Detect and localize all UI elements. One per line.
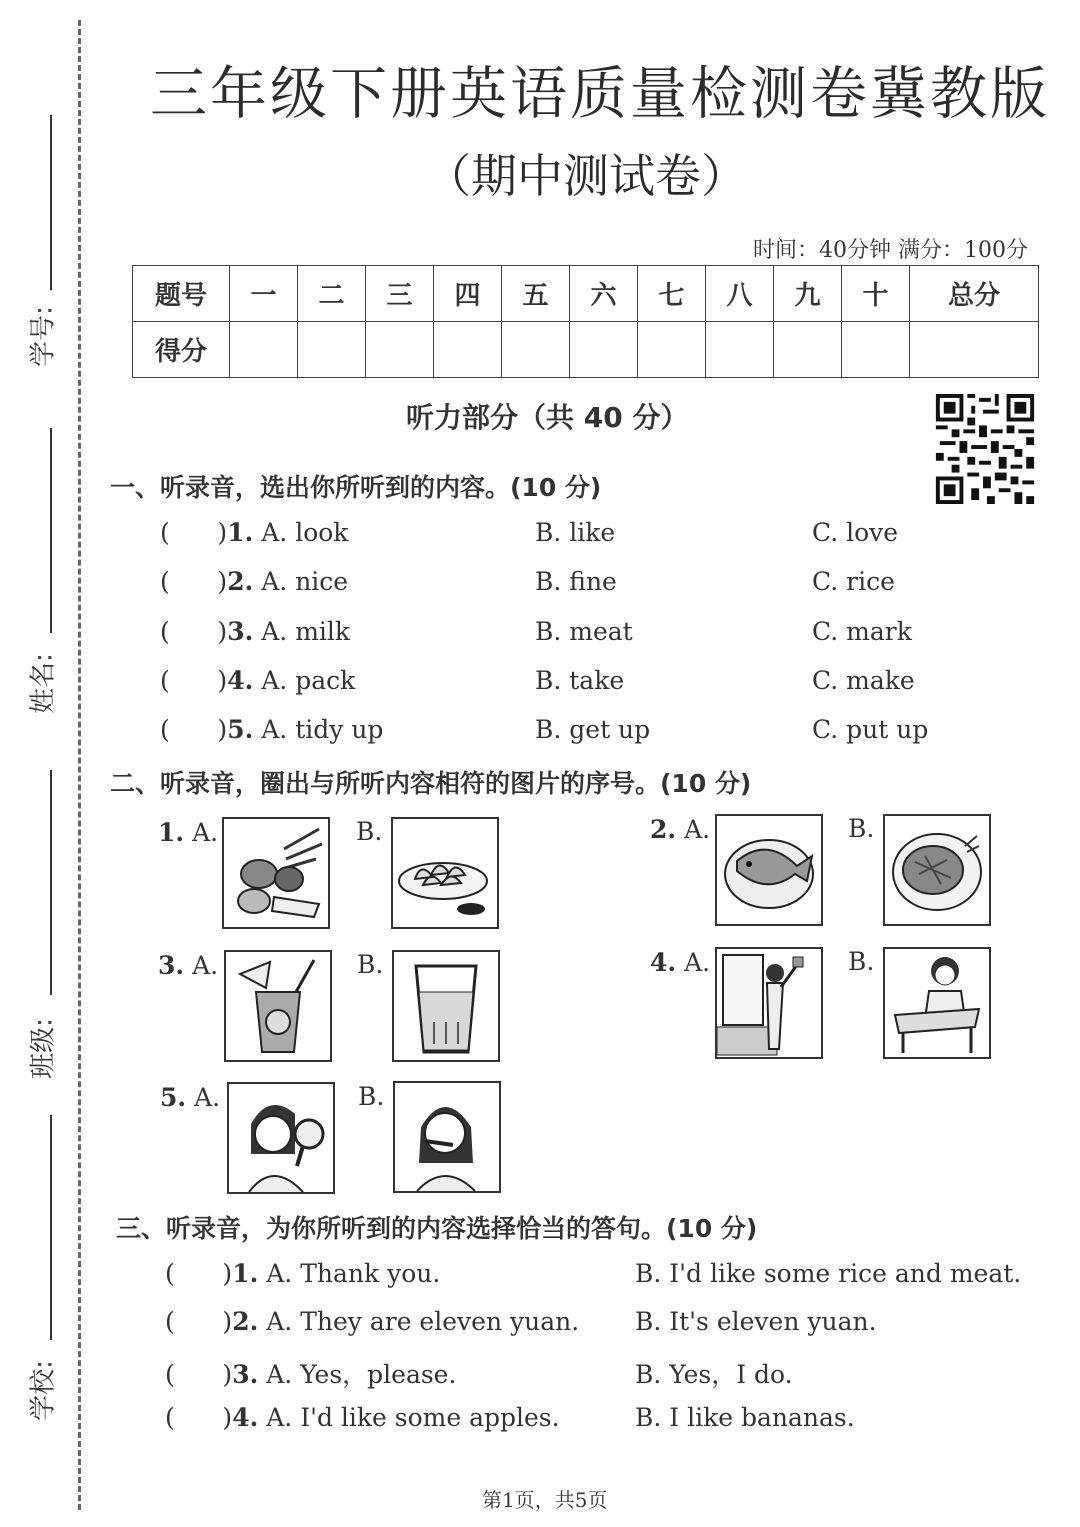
question-number: 3.: [232, 1360, 259, 1389]
answer-paren[interactable]: ( ): [160, 715, 228, 744]
page-footer: 第1页，共5页: [482, 1488, 608, 1512]
table-header-cell: 九: [774, 266, 842, 322]
table-header-cell: 六: [570, 266, 638, 322]
score-cell[interactable]: [842, 322, 910, 378]
table-header-cell: 题号: [133, 266, 230, 322]
option-c: C. mark: [812, 617, 912, 646]
option-a: A. look: [261, 518, 349, 547]
option-c: C. rice: [812, 567, 895, 596]
score-cell[interactable]: [298, 322, 366, 378]
option-a: A. pack: [261, 666, 356, 695]
question-number: 3.: [227, 617, 254, 646]
student-id-label: 学号:: [28, 306, 59, 367]
time-score-info: 时间：40分钟 满分：100分: [753, 238, 1028, 263]
score-cell[interactable]: [774, 322, 842, 378]
meat-plate-icon[interactable]: [883, 814, 991, 926]
question-number: 4.: [227, 666, 254, 695]
answer-paren[interactable]: ( ): [165, 1360, 233, 1389]
picture-item-1-b-label: B.: [356, 817, 383, 846]
picture-item-1-a-label: 1. A.: [158, 818, 219, 847]
school-underline[interactable]: [50, 1115, 52, 1340]
picture-item-2-a-label: 2. A.: [650, 815, 711, 844]
picture-item-2-b-label: B.: [848, 814, 875, 843]
section3-question-1: [165, 1259, 440, 1288]
question-number: 5.: [227, 715, 254, 744]
picture-item-3-a-label: 3. A.: [158, 951, 219, 980]
table-header-cell: 三: [366, 266, 434, 322]
score-table-header-row: [133, 266, 1039, 322]
answer-paren[interactable]: ( ): [160, 518, 228, 547]
section1-question-3: [160, 617, 350, 646]
score-table-score-row: [133, 322, 1039, 378]
option-c: C. put up: [812, 715, 929, 744]
section3-question-2: [165, 1307, 579, 1336]
option-a: A. Thank you.: [266, 1259, 441, 1288]
answer-paren[interactable]: ( ): [165, 1307, 233, 1336]
student-id-underline[interactable]: [50, 115, 52, 290]
score-cell[interactable]: [706, 322, 774, 378]
picture-item-4-a-label: 4. A.: [650, 948, 711, 977]
option-b: B. It's eleven yuan.: [635, 1307, 877, 1336]
binding-dashed-line: [78, 20, 81, 1510]
dumplings-icon[interactable]: [391, 817, 499, 929]
vegetables-icon[interactable]: [222, 817, 330, 929]
section3-question-4: [165, 1403, 560, 1432]
page-subtitle: （期中测试卷）: [425, 149, 747, 203]
option-b: B. get up: [535, 715, 651, 744]
qr-code-icon[interactable]: [935, 394, 1035, 504]
score-table: [132, 265, 1039, 378]
option-b: B. I like bananas.: [635, 1403, 855, 1432]
picture-item-5-a-label: 5. A.: [160, 1083, 221, 1112]
class-underline[interactable]: [50, 770, 52, 995]
section1-question-5: [160, 715, 383, 744]
class-label: 班级:: [28, 1018, 59, 1079]
table-header-cell: 十: [842, 266, 910, 322]
milk-glass-icon[interactable]: [392, 950, 500, 1062]
score-cell[interactable]: [910, 322, 1039, 378]
answer-paren[interactable]: ( ): [165, 1403, 233, 1432]
score-cell[interactable]: [570, 322, 638, 378]
girl-cleaning-window-icon[interactable]: [715, 947, 823, 1059]
question-number: 1.: [232, 1259, 259, 1288]
score-row-label: 得分: [133, 322, 230, 378]
picture-item-5-b-label: B.: [358, 1082, 385, 1111]
score-cell[interactable]: [230, 322, 298, 378]
question-number: 1.: [227, 518, 254, 547]
page-title: 三年级下册英语质量检测卷冀教版: [150, 61, 1050, 127]
listening-part-title: 听力部分（共 40 分）: [406, 401, 689, 434]
picture-item-4-b-label: B.: [848, 947, 875, 976]
option-b: B. meat: [535, 617, 633, 646]
name-underline[interactable]: [50, 428, 52, 633]
section1-question-1: [160, 518, 348, 547]
option-b: B. Yes，I do.: [635, 1360, 793, 1389]
section1-question-4: [160, 666, 355, 695]
girl-brushing-teeth-icon[interactable]: [393, 1081, 501, 1193]
girl-combing-hair-icon[interactable]: [227, 1082, 335, 1194]
answer-paren[interactable]: ( ): [160, 666, 228, 695]
question-number: 2.: [227, 567, 254, 596]
score-cell[interactable]: [434, 322, 502, 378]
answer-paren[interactable]: ( ): [160, 567, 228, 596]
name-label: 姓名:: [28, 653, 59, 714]
option-a: A. Yes，please.: [266, 1360, 457, 1389]
option-a: A. tidy up: [261, 715, 384, 744]
fish-plate-icon[interactable]: [715, 814, 823, 926]
table-header-cell: 一: [230, 266, 298, 322]
question-number: 2.: [232, 1307, 259, 1336]
question-number: 4.: [232, 1403, 259, 1432]
picture-item-3-b-label: B.: [357, 950, 384, 979]
option-c: C. love: [812, 518, 899, 547]
option-b: B. I'd like some rice and meat.: [635, 1259, 1022, 1288]
score-cell[interactable]: [638, 322, 706, 378]
table-header-cell: 八: [706, 266, 774, 322]
option-b: B. take: [535, 666, 625, 695]
school-label: 学校:: [28, 1360, 59, 1421]
score-cell[interactable]: [366, 322, 434, 378]
option-b: B. fine: [535, 567, 617, 596]
option-a: A. milk: [261, 617, 351, 646]
option-a: A. They are eleven yuan.: [266, 1307, 580, 1336]
option-a: A. I'd like some apples.: [266, 1403, 560, 1432]
juice-glass-icon[interactable]: [224, 950, 332, 1062]
section3-question-3: [165, 1355, 456, 1391]
option-c: C. make: [812, 666, 915, 695]
section2-title: 二、听录音，圈出与所听内容相符的图片的序号。(10 分): [110, 769, 752, 798]
section1-title: 一、听录音，选出你所听到的内容。(10 分): [110, 473, 602, 502]
answer-paren[interactable]: ( ): [165, 1259, 233, 1288]
girl-writing-desk-icon[interactable]: [883, 947, 991, 1059]
table-header-cell: 五: [502, 266, 570, 322]
option-a: A. nice: [261, 567, 349, 596]
score-cell[interactable]: [502, 322, 570, 378]
table-header-cell: 二: [298, 266, 366, 322]
section3-title: 三、听录音，为你所听到的内容选择恰当的答句。(10 分): [116, 1214, 758, 1243]
table-header-cell: 七: [638, 266, 706, 322]
answer-paren[interactable]: ( ): [160, 617, 228, 646]
section1-question-2: [160, 567, 348, 596]
table-header-cell: 四: [434, 266, 502, 322]
option-b: B. like: [535, 518, 616, 547]
table-header-cell: 总分: [910, 266, 1039, 322]
